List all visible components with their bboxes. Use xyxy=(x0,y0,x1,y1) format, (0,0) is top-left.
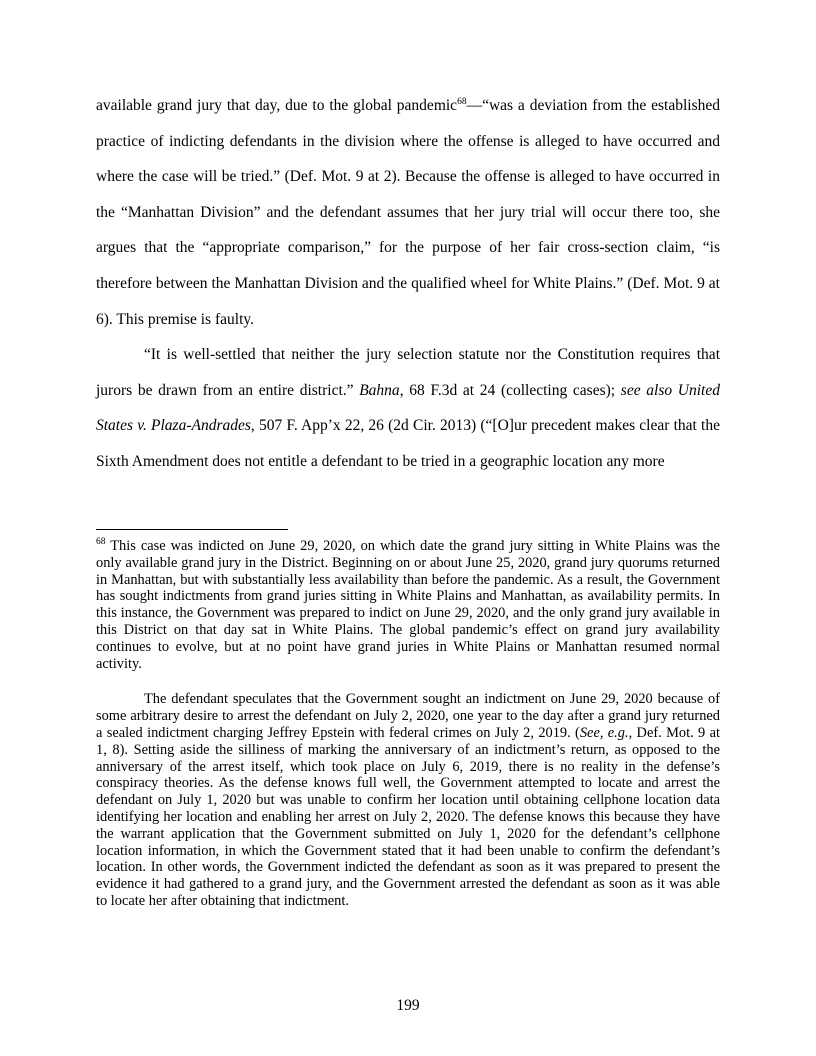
footnote-section xyxy=(96,538,720,910)
signal-citation: See, e.g. xyxy=(579,724,629,741)
footnote-separator xyxy=(96,529,288,530)
footnote-text: , Def. Mot. 9 at 1, 8). Setting aside the silliness of marking the anniversary of an indictment’s return, as opposed to the anniversary of the arrest itself, which took place on July 6, 2019, there is no reality in the defense’s conspiracy theories. As the defense knows full well, the Government attempted to locate and arrest the defendant on July 1, 2020 but was unable to confirm her location until obtaining cellphone location data identifying her location and enabling her arrest on July 2, 2020. The defense knows this because they have the warrant application that the Government submitted on July 1, 2020 for the defendant’s cellphone location information, in which the Government stated that it had been unable to confirm the defendant’s location. In other words, the Government indicted the defendant as soon as it was prepared to present the evidence it had gathered to a grand jury, and the Government arrested the defendant as soon as it was able to locate her after obtaining that indictment. xyxy=(96,724,720,909)
body-paragraph-continued xyxy=(96,88,720,337)
body-paragraph xyxy=(96,337,720,479)
paragraph-text: , 68 F.3d at 24 (collecting cases); xyxy=(399,381,621,399)
main-body-text xyxy=(96,88,720,480)
case-citation: Bahna xyxy=(359,381,400,399)
footnote-text: This case was indicted on June 29, 2020, on which date the grand jury sitting in White Plains was the only available grand jury in the District. Beginning on or about June 25, 2020, grand jury quorums returned in Manhattan, but with substantially less availability than before the pandemic. As a result, the Government has sought indictments from grand juries sitting in White Plains and Manhattan, as availability permits. In this instance, the Government was prepared to indict on June 29, 2020, and the only grand jury available in this District on that day sat in White Plains. The global pandemic’s effect on grand jury availability continues to evolve, but at no point have grand juries in White Plains or Manhattan resumed normal activity. xyxy=(96,538,720,672)
footnote-paragraph xyxy=(96,538,720,672)
paragraph-text: —“was a deviation from the established practice of indicting defendants in the division where the offense is alleged to have occurred and where the case will be tried.” (Def. Mot. 9 at 2). Because the offense is alleged to have occurred in the “Manhattan Division” and the defendant assumes that her jury trial will occur there too, she argues that the “appropriate comparison,” for the purpose of her fair cross-section claim, “is therefore between the Manhattan Division and the qualified wheel for White Plains.” (Def. Mot. 9 at 6). This premise is faulty. xyxy=(96,97,720,328)
paragraph-text: , 507 F. App’x 22, 26 (2d Cir. 2013) (“[O]ur precedent makes clear that the Sixth Amendment does not entitle a defendant to be tried in a geographic location any more xyxy=(96,417,720,470)
page-number: 199 xyxy=(396,997,420,1014)
footnote-paragraph xyxy=(96,691,720,909)
paragraph-text: available grand jury that day, due to the global pandemic xyxy=(96,97,458,114)
footnote-number: 68 xyxy=(96,537,106,548)
footnote-text: The defendant speculates that the Government sought an indictment on June 29, 2020 because of some arbitrary desire to arrest the defendant on July 2, 2020, one year to the day after a grand jury returned a sealed indictment charging Jeffrey Epstein with federal crimes on July 2, 2019. ( xyxy=(96,691,720,741)
case-citation: see also United States v. Plaza-Andrades xyxy=(96,381,720,435)
paragraph-text: “It is well-settled that neither the jury selection statute nor the Constitution requires that jurors be drawn from an entire district.” xyxy=(96,346,720,399)
footnote-reference[interactable]: 68 xyxy=(457,96,467,107)
